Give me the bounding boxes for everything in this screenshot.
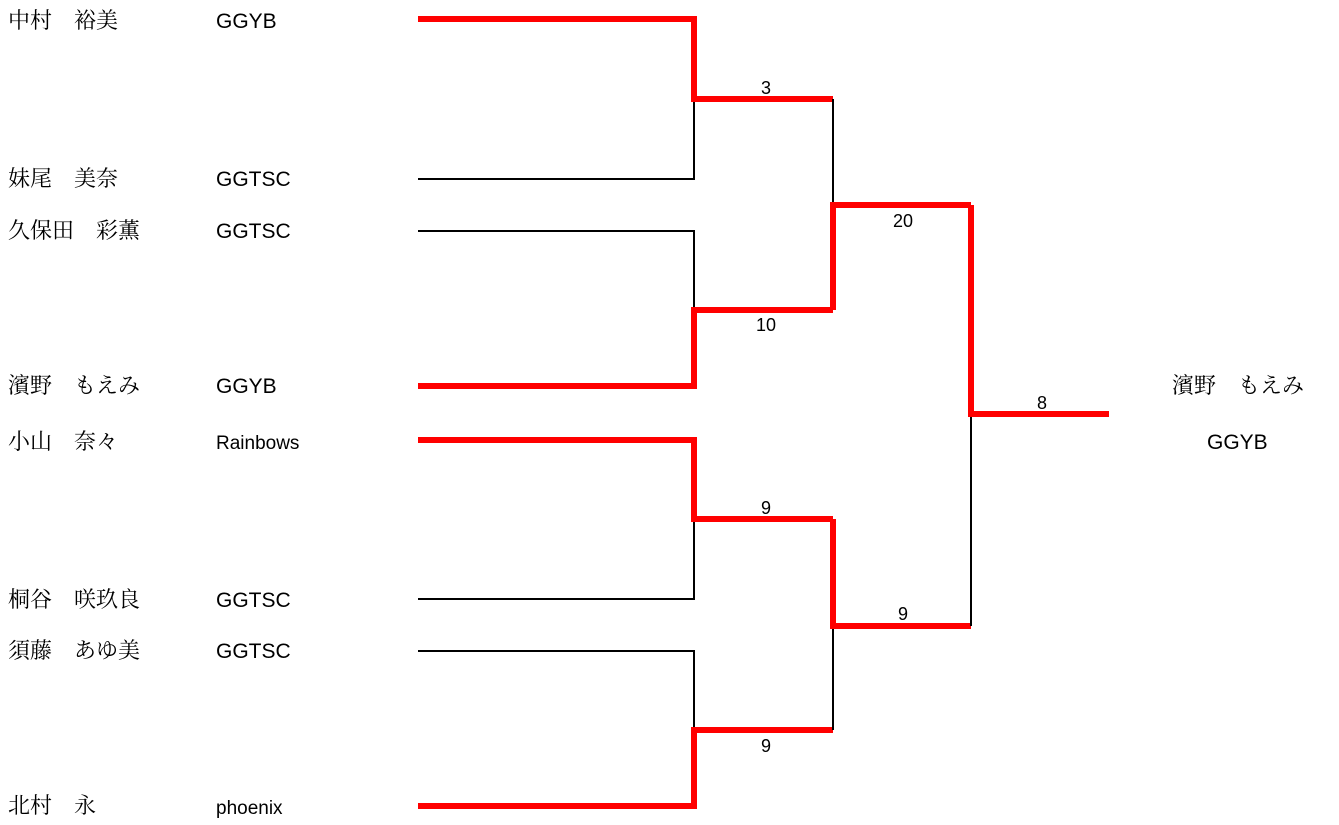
player-name: 濱野 もえみ — [8, 374, 141, 399]
match-score: 9 — [760, 736, 772, 756]
match-score: 20 — [892, 211, 914, 231]
player-team: Rainbows — [216, 433, 300, 454]
match-score: 3 — [760, 78, 772, 98]
player-team: GGYB — [216, 10, 277, 33]
player-name: 久保田 彩薫 — [8, 219, 141, 244]
bracket-line-loser — [418, 651, 694, 730]
player-team: phoenix — [216, 798, 283, 819]
bracket-line-loser — [418, 231, 694, 310]
player-name: 中村 裕美 — [8, 9, 119, 34]
player-team: GGTSC — [216, 640, 291, 663]
match-score: 9 — [897, 604, 909, 624]
bracket-line-winner — [971, 205, 1109, 414]
player-name: 北村 永 — [8, 794, 97, 819]
player-name: 桐谷 咲玖良 — [8, 588, 141, 613]
match-score: 9 — [760, 498, 772, 518]
player-team: GGTSC — [216, 220, 291, 243]
player-name: 小山 奈々 — [8, 430, 119, 455]
player-team: GGTSC — [216, 589, 291, 612]
match-score: 10 — [755, 315, 777, 335]
champion-team: GGYB — [1207, 431, 1268, 454]
player-name: 須藤 あゆ美 — [8, 639, 141, 664]
champion-name: 濱野 もえみ — [1172, 374, 1305, 399]
player-name: 妹尾 美奈 — [8, 167, 119, 192]
player-team: GGTSC — [216, 168, 291, 191]
bracket-line-loser — [418, 519, 694, 599]
match-score: 8 — [1036, 393, 1048, 413]
bracket-line-loser — [418, 99, 694, 179]
player-team: GGYB — [216, 375, 277, 398]
